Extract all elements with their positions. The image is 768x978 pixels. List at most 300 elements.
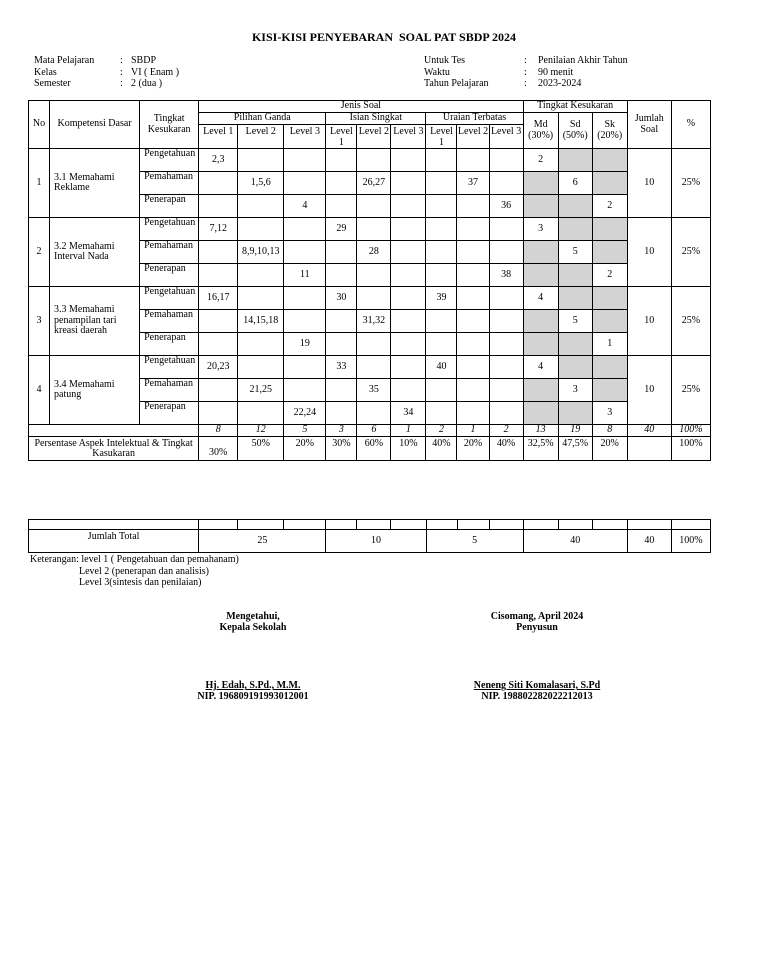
persen: 25% — [671, 149, 710, 218]
soal-cell — [199, 333, 238, 356]
soal-cell: 8,9,10,13 — [238, 241, 284, 264]
persentase-value: 10% — [391, 436, 426, 460]
soal-cell — [391, 241, 426, 264]
tingkat-kesukaran-label: Pengetahuan — [140, 218, 199, 241]
header-no: No — [29, 101, 50, 149]
total-value: 2 — [426, 425, 457, 437]
total-value: 2 — [489, 425, 523, 437]
signature-right-heading — [457, 611, 617, 633]
sd-cell: 5 — [558, 310, 592, 333]
soal-cell: 19 — [284, 333, 326, 356]
total-value: 1 — [457, 425, 489, 437]
total-ut: 5 — [426, 530, 523, 553]
soal-cell — [326, 310, 357, 333]
soal-cell — [199, 172, 238, 195]
soal-cell — [426, 379, 457, 402]
sk-cell — [592, 310, 627, 333]
header-jumlah: Jumlah Soal — [627, 101, 671, 149]
signature-right-name — [447, 680, 627, 702]
tingkat-kesukaran-label: Penerapan — [140, 402, 199, 425]
persentase-value: 60% — [357, 436, 391, 460]
info-value: VI ( Enam ) — [131, 66, 180, 78]
row-number: 4 — [29, 356, 50, 425]
md-cell — [523, 241, 558, 264]
persentase-row — [29, 436, 711, 460]
soal-cell — [391, 149, 426, 172]
soal-cell — [199, 195, 238, 218]
sd-cell — [558, 356, 592, 379]
header-level: Level 3 — [489, 125, 523, 149]
kompetensi-dasar: 3.2 Memahami Interval Nada — [50, 218, 140, 287]
sk-cell: 2 — [592, 195, 627, 218]
soal-cell — [426, 264, 457, 287]
table-body — [29, 101, 711, 461]
soal-cell — [326, 241, 357, 264]
sd-cell — [558, 195, 592, 218]
info-row — [424, 55, 628, 67]
total-table — [28, 519, 711, 553]
soal-cell — [357, 195, 391, 218]
info-value: 2 (dua ) — [131, 78, 163, 89]
soal-cell: 31,32 — [357, 310, 391, 333]
header-level: Level 2 — [357, 125, 391, 149]
sig-line: Penyusun — [516, 622, 558, 633]
soal-cell: 36 — [489, 195, 523, 218]
soal-cell — [391, 356, 426, 379]
soal-cell: 40 — [426, 356, 457, 379]
sk-cell — [592, 172, 627, 195]
soal-cell — [238, 287, 284, 310]
soal-cell — [284, 149, 326, 172]
soal-cell — [391, 195, 426, 218]
cell — [29, 520, 199, 530]
md-cell — [523, 264, 558, 287]
kompetensi-dasar: 3.3 Memahami penampilan tari kreasi daerah — [50, 287, 140, 356]
header-kompetensi: Kompetensi Dasar — [50, 101, 140, 149]
sk-cell — [592, 149, 627, 172]
colon: : — [524, 55, 527, 66]
sk-cell — [592, 241, 627, 264]
soal-cell — [489, 149, 523, 172]
total-value: 8 — [592, 425, 627, 437]
header-uraian-terbatas: Uraian Terbatas — [426, 113, 523, 125]
md-cell — [523, 195, 558, 218]
sd-cell — [558, 218, 592, 241]
keterangan-line: Level 3(sintesis dan penilaian) — [79, 577, 202, 588]
sig-line: Mengetahui, — [226, 611, 280, 622]
tingkat-kesukaran-label: Penerapan — [140, 264, 199, 287]
keterangan — [30, 554, 239, 589]
keterangan-line: Level 2 (penerapan dan analisis) — [79, 565, 209, 577]
soal-cell — [489, 241, 523, 264]
soal-cell — [426, 241, 457, 264]
info-label: Waktu — [424, 66, 450, 78]
soal-cell: 14,15,18 — [238, 310, 284, 333]
table-row — [29, 287, 711, 310]
cell — [199, 520, 238, 530]
soal-cell — [457, 356, 489, 379]
soal-cell — [391, 333, 426, 356]
page-title: KISI-KISI PENYEBARAN SOAL PAT SBDP 2024 — [251, 30, 517, 44]
persentase-value: 32,5% — [523, 436, 558, 460]
total-tk: 40 — [523, 530, 627, 553]
soal-cell — [426, 172, 457, 195]
sk-cell — [592, 379, 627, 402]
tingkat-kesukaran-label: Pengetahuan — [140, 287, 199, 310]
kompetensi-dasar: 3.1 Memahami Reklame — [50, 149, 140, 218]
soal-cell — [326, 172, 357, 195]
cell — [326, 520, 357, 530]
cell — [489, 520, 523, 530]
soal-cell — [489, 356, 523, 379]
soal-cell — [391, 287, 426, 310]
header-md: Md (30%) — [523, 113, 558, 149]
tingkat-kesukaran-label: Pengetahuan — [140, 356, 199, 379]
soal-cell — [391, 310, 426, 333]
header-level: Level 1 — [326, 125, 357, 149]
md-cell: 3 — [523, 218, 558, 241]
tingkat-kesukaran-label: Pemahaman — [140, 241, 199, 264]
soal-cell — [426, 195, 457, 218]
row-number: 3 — [29, 287, 50, 356]
soal-cell — [326, 379, 357, 402]
keterangan-line: Keterangan: level 1 ( Pengetahuan dan pemahanam) — [30, 554, 239, 565]
cell — [238, 520, 284, 530]
persen: 25% — [671, 287, 710, 356]
jumlah-soal: 10 — [627, 218, 671, 287]
soal-cell — [357, 402, 391, 425]
md-cell: 4 — [523, 287, 558, 310]
soal-cell — [284, 241, 326, 264]
soal-cell: 29 — [326, 218, 357, 241]
persentase-value: 30% — [326, 436, 357, 460]
soal-cell — [284, 310, 326, 333]
soal-cell — [326, 264, 357, 287]
persentase-value: 50% — [238, 436, 284, 460]
table-row — [29, 218, 711, 241]
total-value: 8 — [199, 425, 238, 437]
md-cell: 2 — [523, 149, 558, 172]
info-row — [424, 78, 628, 90]
total-persen: 100% — [671, 530, 710, 553]
soal-cell — [457, 379, 489, 402]
soal-cell — [457, 310, 489, 333]
persentase-value: 30% — [199, 436, 238, 460]
sig-line: Kepala Sekolah — [219, 622, 287, 633]
spacer-row — [29, 520, 711, 530]
soal-cell — [284, 379, 326, 402]
soal-cell — [238, 402, 284, 425]
soal-cell — [457, 287, 489, 310]
soal-cell — [326, 195, 357, 218]
soal-cell — [457, 402, 489, 425]
soal-cell: 33 — [326, 356, 357, 379]
cell — [284, 520, 326, 530]
header-level: Level 2 — [238, 125, 284, 149]
soal-cell — [199, 402, 238, 425]
md-cell — [523, 379, 558, 402]
soal-cell: 7,12 — [199, 218, 238, 241]
sk-cell — [592, 287, 627, 310]
total-value: 19 — [558, 425, 592, 437]
info-right — [424, 55, 628, 90]
info-label: Semester — [34, 78, 71, 89]
soal-cell — [489, 172, 523, 195]
jumlah-soal: 10 — [627, 287, 671, 356]
tingkat-kesukaran-label: Pemahaman — [140, 310, 199, 333]
sig-line: Cisomang, April 2024 — [490, 611, 584, 622]
sk-cell: 3 — [592, 402, 627, 425]
persentase-value: 100% — [671, 436, 710, 460]
soal-cell — [426, 402, 457, 425]
sd-cell — [558, 149, 592, 172]
kisi-kisi-table — [28, 100, 711, 461]
persentase-value: 20% — [457, 436, 489, 460]
soal-cell — [284, 172, 326, 195]
soal-cell: 35 — [357, 379, 391, 402]
info-value: 90 menit — [538, 66, 574, 78]
header-persen: % — [671, 101, 710, 149]
table-row — [29, 149, 711, 172]
cell — [592, 520, 627, 530]
header-row — [29, 101, 711, 113]
total-value: 1 — [391, 425, 426, 437]
kompetensi-dasar: 3.4 Memahami patung — [50, 356, 140, 425]
header-sk: Sk (20%) — [592, 113, 627, 149]
total-value: 6 — [357, 425, 391, 437]
sd-cell: 3 — [558, 379, 592, 402]
md-cell — [523, 333, 558, 356]
cell — [391, 520, 426, 530]
row-number: 1 — [29, 149, 50, 218]
header-tingkat: Tingkat Kesukaran — [140, 101, 199, 149]
md-cell — [523, 310, 558, 333]
soal-cell: 26,27 — [357, 172, 391, 195]
soal-cell: 22,24 — [284, 402, 326, 425]
md-cell — [523, 402, 558, 425]
soal-cell — [391, 172, 426, 195]
soal-cell — [457, 241, 489, 264]
soal-cell: 21,25 — [238, 379, 284, 402]
info-value: SBDP — [131, 55, 157, 66]
totals-blank — [29, 425, 199, 437]
total-value: 13 — [523, 425, 558, 437]
soal-cell — [391, 218, 426, 241]
info-value: Penilaian Akhir Tahun — [538, 55, 628, 66]
colon: : — [120, 66, 123, 78]
soal-cell — [357, 218, 391, 241]
md-cell: 4 — [523, 356, 558, 379]
soal-cell — [457, 218, 489, 241]
tingkat-kesukaran-label: Pemahaman — [140, 379, 199, 402]
soal-cell — [426, 333, 457, 356]
soal-cell: 20,23 — [199, 356, 238, 379]
sig-nip: NIP. 19880228202221​2013 — [481, 691, 593, 702]
soal-cell — [238, 218, 284, 241]
total-row — [29, 530, 711, 553]
soal-cell — [426, 149, 457, 172]
table-row — [29, 356, 711, 379]
tingkat-kesukaran-label: Penerapan — [140, 333, 199, 356]
soal-cell — [457, 333, 489, 356]
sk-cell: 1 — [592, 333, 627, 356]
total-jumlah: 40 — [627, 530, 671, 553]
info-row — [34, 55, 179, 67]
persentase-label: Persentase Aspek Intelektual & Tingkat Kasukaran — [29, 436, 199, 460]
md-cell — [523, 172, 558, 195]
total-value: 40 — [627, 425, 671, 437]
soal-cell — [284, 356, 326, 379]
info-label: Mata Pelajaran — [34, 55, 95, 66]
total-value: 5 — [284, 425, 326, 437]
header-jenis-soal: Jenis Soal — [199, 101, 523, 113]
soal-cell — [357, 287, 391, 310]
soal-cell: 16,17 — [199, 287, 238, 310]
persentase-value — [627, 436, 671, 460]
signature-left-name — [163, 680, 343, 702]
sd-cell — [558, 402, 592, 425]
sk-cell — [592, 218, 627, 241]
soal-cell: 34 — [391, 402, 426, 425]
total-value: 100% — [671, 425, 710, 437]
soal-cell: 38 — [489, 264, 523, 287]
soal-cell — [357, 149, 391, 172]
colon: : — [120, 78, 123, 89]
soal-cell: 1,5,6 — [238, 172, 284, 195]
soal-cell — [457, 264, 489, 287]
sd-cell: 6 — [558, 172, 592, 195]
soal-cell: 11 — [284, 264, 326, 287]
sd-cell — [558, 264, 592, 287]
soal-cell — [238, 149, 284, 172]
cell — [457, 520, 489, 530]
colon: : — [524, 78, 527, 89]
tingkat-kesukaran-label: Penerapan — [140, 195, 199, 218]
soal-cell — [489, 402, 523, 425]
persentase-value: 47,5% — [558, 436, 592, 460]
sk-cell: 2 — [592, 264, 627, 287]
row-number: 2 — [29, 218, 50, 287]
sd-cell — [558, 333, 592, 356]
header-level: Level 1 — [426, 125, 457, 149]
soal-cell — [357, 264, 391, 287]
sig-name: Hj. Edah, S.Pd., M.M. — [205, 680, 301, 691]
sk-cell — [592, 356, 627, 379]
soal-cell — [199, 379, 238, 402]
soal-cell: 39 — [426, 287, 457, 310]
soal-cell — [284, 287, 326, 310]
info-label: Tahun Pelajaran — [424, 78, 489, 89]
soal-cell — [326, 149, 357, 172]
persentase-value: 20% — [592, 436, 627, 460]
header-level: Level 2 — [457, 125, 489, 149]
soal-cell: 4 — [284, 195, 326, 218]
total-value: 12 — [238, 425, 284, 437]
soal-cell — [238, 333, 284, 356]
cell — [627, 520, 671, 530]
soal-cell — [199, 310, 238, 333]
soal-cell — [326, 402, 357, 425]
soal-cell — [199, 264, 238, 287]
total-is: 10 — [326, 530, 426, 553]
persentase-value: 40% — [426, 436, 457, 460]
soal-cell — [426, 218, 457, 241]
info-value: 2023-2024 — [538, 78, 582, 89]
info-row — [424, 67, 628, 79]
cell — [671, 520, 710, 530]
total-label: Jumlah Total — [29, 530, 199, 553]
sd-cell: 5 — [558, 241, 592, 264]
sd-cell — [558, 287, 592, 310]
soal-cell — [357, 356, 391, 379]
info-row — [34, 67, 179, 79]
signature-left-heading — [178, 611, 328, 633]
colon: : — [120, 55, 123, 66]
header-sd: Sd (50%) — [558, 113, 592, 149]
totals-row — [29, 425, 711, 437]
soal-cell — [326, 333, 357, 356]
jumlah-soal: 10 — [627, 356, 671, 425]
persentase-value: 20% — [284, 436, 326, 460]
cell — [523, 520, 558, 530]
soal-cell — [391, 264, 426, 287]
info-row — [34, 78, 179, 90]
total-pg: 25 — [199, 530, 326, 553]
soal-cell: 28 — [357, 241, 391, 264]
soal-cell — [489, 333, 523, 356]
info-label: Untuk Tes — [424, 55, 466, 66]
persen: 25% — [671, 218, 710, 287]
soal-cell — [489, 310, 523, 333]
soal-cell — [489, 218, 523, 241]
soal-cell — [238, 195, 284, 218]
soal-cell: 37 — [457, 172, 489, 195]
jumlah-soal: 10 — [627, 149, 671, 218]
soal-cell — [457, 195, 489, 218]
persen: 25% — [671, 356, 710, 425]
header-isian-singkat: Isian Singkat — [326, 113, 426, 125]
total-value: 3 — [326, 425, 357, 437]
persentase-value: 40% — [489, 436, 523, 460]
tingkat-kesukaran-label: Pengetahuan — [140, 149, 199, 172]
soal-cell — [199, 241, 238, 264]
header-level: Level 3 — [391, 125, 426, 149]
header-tingkat-kesukaran: Tingkat Kesukaran — [523, 101, 627, 113]
soal-cell — [457, 149, 489, 172]
sig-nip: NIP. 196809191993012001 — [197, 691, 309, 702]
cell — [558, 520, 592, 530]
cell — [426, 520, 457, 530]
soal-cell — [489, 287, 523, 310]
info-left — [34, 55, 179, 90]
soal-cell — [238, 356, 284, 379]
soal-cell — [489, 379, 523, 402]
soal-cell — [357, 333, 391, 356]
cell — [357, 520, 391, 530]
soal-cell — [284, 218, 326, 241]
colon: : — [524, 66, 527, 78]
soal-cell: 30 — [326, 287, 357, 310]
soal-cell — [391, 379, 426, 402]
header-level: Level 1 — [199, 125, 238, 149]
soal-cell — [426, 310, 457, 333]
tingkat-kesukaran-label: Pemahaman — [140, 172, 199, 195]
info-label: Kelas — [34, 66, 57, 78]
sig-name: Neneng Siti Komalasari, S.Pd — [473, 680, 601, 691]
header-pilihan-ganda: Pilihan Ganda — [199, 113, 326, 125]
soal-cell — [238, 264, 284, 287]
soal-cell: 2,3 — [199, 149, 238, 172]
